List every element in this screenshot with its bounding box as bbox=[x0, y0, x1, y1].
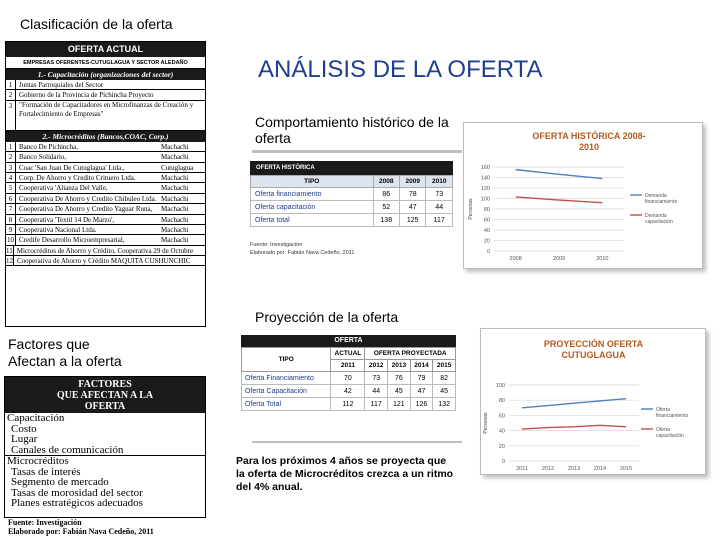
row-location: Machachi bbox=[161, 215, 189, 224]
table-row bbox=[251, 214, 453, 227]
legend-label bbox=[645, 193, 677, 205]
factor-item: Segmento de mercado bbox=[11, 476, 109, 488]
legend-label-line: Demanda bbox=[645, 213, 667, 219]
row-number: 9 bbox=[6, 225, 16, 234]
y-tick-label: 140 bbox=[480, 175, 490, 182]
row-name: Banco De Pichincha, bbox=[19, 142, 78, 151]
row-number: 11 bbox=[6, 246, 13, 255]
table-row bbox=[6, 246, 205, 256]
row-label: Oferta total bbox=[251, 214, 374, 227]
cell: 70 bbox=[331, 372, 365, 385]
row-name: Cooperativa De Ahorro y Credito Yaguar Runa, bbox=[19, 205, 153, 214]
row-number: 5 bbox=[6, 183, 16, 192]
y-tick-label: 20 bbox=[483, 238, 490, 245]
row-number: 6 bbox=[6, 194, 16, 203]
factors-box bbox=[4, 376, 206, 518]
y-tick-label: 40 bbox=[498, 428, 505, 435]
projection-note: Para los próximos 4 años se proyecta que la oferta de Microcréditos crezca a un ritmo del 4% anual. bbox=[236, 455, 454, 493]
row-label: Oferta Capacitación bbox=[242, 385, 331, 398]
offer-section-training: 1.- Capacitación (organizaciones del sector) bbox=[6, 69, 205, 80]
row-location: Machachi bbox=[161, 184, 189, 193]
factors-source-line1: Fuente: Investigación bbox=[8, 518, 82, 527]
legend-label-line: capacitación bbox=[656, 433, 684, 439]
cell: 117 bbox=[426, 214, 453, 227]
row-location: Cutuglagua bbox=[161, 163, 194, 172]
y-tick-label: 20 bbox=[498, 443, 505, 450]
cell: 125 bbox=[400, 214, 426, 227]
table-row bbox=[6, 152, 205, 162]
row-name: Cooperativa de Ahorro y Crédito MAQUITA CUSHUNCHIC bbox=[17, 257, 191, 266]
factor-item: Tasas de morosidad del sector bbox=[11, 486, 143, 499]
y-tick-label: 120 bbox=[480, 186, 490, 192]
y-tick-label: 160 bbox=[480, 165, 490, 171]
row-name: Corp. De Ahorro y Credito Crituero Ltda. bbox=[19, 173, 136, 182]
y-tick-label: 0 bbox=[501, 459, 505, 465]
row-location: Machachi bbox=[161, 173, 189, 182]
y-tick-label: 80 bbox=[483, 207, 490, 213]
table-row bbox=[242, 385, 456, 398]
table-row bbox=[6, 215, 205, 225]
row-location bbox=[193, 246, 205, 255]
projected-offer-table bbox=[241, 335, 456, 427]
cell: 47 bbox=[410, 385, 433, 398]
row-location bbox=[190, 256, 205, 265]
page-title: ANÁLISIS DE LA OFERTA bbox=[258, 56, 543, 83]
table-row bbox=[6, 80, 205, 90]
offer-table-header: OFERTA ACTUAL bbox=[6, 42, 205, 57]
factors-subtitle-line2: Afectan a la oferta bbox=[8, 353, 122, 369]
divider-projection bbox=[252, 441, 462, 443]
hist-source-line2: Elaborado por: Fabián Nava Cedeño, 2011 bbox=[250, 250, 355, 256]
factors-header bbox=[5, 377, 205, 413]
row-number: 1 bbox=[6, 80, 16, 89]
cell: 112 bbox=[331, 398, 365, 411]
offer-section-microcredit: 2.- Microcréditos (Bancos,COAC, Corp.) bbox=[6, 131, 205, 142]
cell: 86 bbox=[373, 188, 399, 201]
cell: 52 bbox=[373, 201, 399, 214]
col-header-projected: OFERTA PROYECTADA bbox=[365, 348, 456, 360]
year-header: 2015 bbox=[433, 360, 456, 372]
col-header: 2008 bbox=[373, 176, 399, 188]
row-location: Machachi bbox=[161, 153, 189, 162]
offer-table-subheader: EMPRESAS OFERENTES-CUTUGLAGUA Y SECTOR ALEDAÑO bbox=[6, 57, 205, 69]
table-row bbox=[6, 90, 205, 100]
factor-item: Costo bbox=[11, 422, 37, 435]
projection-chart bbox=[480, 328, 706, 475]
hist-source bbox=[250, 241, 354, 257]
row-number: 12 bbox=[6, 257, 13, 266]
table-row bbox=[242, 398, 456, 411]
legend-label-line: capacitación bbox=[645, 219, 673, 225]
cell: 79 bbox=[410, 372, 433, 385]
historical-subtitle: Comportamiento histórico de la oferta bbox=[255, 114, 449, 146]
factors-subtitle-line1: Factores que bbox=[8, 336, 90, 352]
table-row bbox=[6, 194, 205, 204]
row-label: Oferta Financiamiento bbox=[242, 372, 331, 385]
table-row bbox=[6, 204, 205, 214]
chart-title: OFERTA HISTÓRICA 2008-2010 bbox=[532, 131, 646, 152]
y-tick-label: 80 bbox=[498, 398, 505, 405]
x-tick-label: 2015 bbox=[619, 466, 633, 472]
legend-label-line: Demanda bbox=[645, 193, 667, 199]
year-header: 2012 bbox=[365, 360, 388, 372]
row-location: Machachi bbox=[161, 236, 189, 245]
col-header: 2009 bbox=[400, 176, 426, 188]
hist-table-header: OFERTA HISTÓRICA bbox=[250, 161, 453, 175]
year-header: 2014 bbox=[410, 360, 433, 372]
year-header: 2013 bbox=[388, 360, 411, 372]
y-tick-label: 60 bbox=[498, 413, 505, 420]
y-tick-label: 100 bbox=[495, 383, 505, 389]
row-location: Machachi bbox=[161, 205, 189, 214]
col-header: 2010 bbox=[426, 176, 453, 188]
table-row bbox=[6, 235, 205, 245]
hist-source-line1: Fuente: Investigación bbox=[250, 242, 303, 248]
row-label: Oferta financiamiento bbox=[251, 188, 374, 201]
row-number: 4 bbox=[6, 173, 16, 182]
table-row bbox=[6, 183, 205, 193]
row-name: Cooperativa De Ahorro y Credito Chibuleo Ltda. bbox=[19, 194, 157, 203]
cell: 78 bbox=[400, 188, 426, 201]
y-tick-label: 40 bbox=[483, 228, 490, 234]
row-name: Cooperativa 'Textil 14 De Marzo', bbox=[19, 215, 115, 224]
y-tick-label: 60 bbox=[483, 217, 490, 224]
x-tick-label: 2008 bbox=[509, 256, 522, 262]
legend-label bbox=[656, 427, 684, 439]
row-name: Coac 'San Juan De Cutuglagua' Ltda., bbox=[19, 163, 125, 172]
row-name: Cooperativa 'Alianza Del Valle, bbox=[19, 184, 108, 193]
table-row bbox=[6, 173, 205, 183]
historical-offer-table bbox=[250, 161, 453, 241]
year-header: 2011 bbox=[331, 360, 365, 372]
col-header-actual: ACTUAL bbox=[331, 348, 365, 360]
table-row bbox=[242, 372, 456, 385]
row-label: Oferta Total bbox=[242, 398, 331, 411]
y-axis-label: Personas bbox=[483, 412, 489, 434]
x-tick-label: 2014 bbox=[593, 466, 607, 472]
factors-header-line3: OFERTA bbox=[84, 401, 126, 412]
table-row bbox=[251, 201, 453, 214]
row-number: 3 bbox=[6, 163, 16, 172]
factors-header-line1: FACTORES bbox=[78, 379, 132, 390]
table-row bbox=[6, 163, 205, 173]
projection-subtitle: Proyección de la oferta bbox=[255, 309, 399, 325]
table-row bbox=[251, 188, 453, 201]
row-name: Cooperativa Nacional Ltda. bbox=[19, 225, 97, 234]
factors-source bbox=[8, 518, 154, 536]
x-tick-label: 2009 bbox=[552, 256, 566, 262]
factor-item: Tasas de interés bbox=[11, 465, 81, 478]
legend-label-line: financiamiento bbox=[656, 413, 689, 419]
legend-label-line: financiamiento bbox=[645, 199, 678, 205]
row-location: Machachi bbox=[161, 225, 189, 234]
factor-item: Lugar bbox=[11, 433, 38, 445]
cell: 42 bbox=[331, 385, 365, 398]
series-line bbox=[522, 425, 626, 429]
row-location: Machachi bbox=[161, 194, 189, 203]
cell: 45 bbox=[433, 385, 456, 398]
col-header-type: TIPO bbox=[242, 348, 331, 372]
y-tick-label: 100 bbox=[480, 196, 490, 203]
cell: 47 bbox=[400, 201, 426, 214]
table-row bbox=[6, 101, 205, 131]
row-location: Machachi bbox=[161, 142, 189, 151]
factors-subtitle bbox=[8, 336, 122, 370]
row-name: Credife Desarrollo Microempresarial, bbox=[19, 236, 125, 245]
cell: 126 bbox=[410, 398, 433, 411]
table-row bbox=[6, 225, 205, 235]
x-tick-label: 2013 bbox=[567, 466, 581, 472]
row-label: Oferta capacitación bbox=[251, 201, 374, 214]
table-row bbox=[6, 256, 205, 266]
factors-header-line2: QUE AFECTAN A LA bbox=[56, 390, 154, 401]
section-title-classification: Clasificación de la oferta bbox=[20, 16, 173, 32]
row-number: 2 bbox=[6, 90, 16, 99]
row-name: Banco Solidario, bbox=[19, 153, 67, 162]
x-tick-label: 2010 bbox=[596, 256, 609, 262]
proj-table-header: OFERTA bbox=[241, 335, 456, 347]
cell: 44 bbox=[365, 385, 388, 398]
row-name: Microcréditos de Ahorro y Crédito, Cooperativa 29 de Octubre bbox=[16, 246, 194, 255]
cell: 138 bbox=[373, 214, 399, 227]
cell: 82 bbox=[433, 372, 456, 385]
x-tick-label: 2011 bbox=[516, 466, 528, 472]
factor-group-training: Capacitación bbox=[7, 412, 65, 424]
factor-item: Planes estratégicos adecuados bbox=[11, 497, 143, 509]
x-tick-label: 2012 bbox=[541, 466, 555, 472]
legend-label-line: Oferta bbox=[656, 427, 670, 433]
cell: 117 bbox=[365, 398, 388, 411]
divider-historical bbox=[252, 150, 462, 153]
chart-title: PROYECCIÓN OFERTA CUTUGLAGUA bbox=[543, 339, 644, 360]
row-number: 3 bbox=[6, 101, 16, 130]
cell: 73 bbox=[365, 372, 388, 385]
cell: 44 bbox=[426, 201, 453, 214]
row-number: 2 bbox=[6, 152, 16, 161]
cell: 73 bbox=[426, 188, 453, 201]
row-number: 8 bbox=[6, 215, 16, 224]
table-row bbox=[6, 142, 205, 152]
legend-label bbox=[656, 407, 688, 419]
series-line bbox=[516, 197, 603, 203]
row-number: 1 bbox=[6, 142, 16, 151]
legend-label bbox=[645, 213, 673, 225]
row-name: Juntas Parroquiales del Sector bbox=[19, 81, 104, 89]
current-offer-table bbox=[5, 41, 206, 327]
cell: 45 bbox=[388, 385, 411, 398]
factor-group-microcredit: Microcréditos bbox=[5, 455, 205, 467]
row-number: 7 bbox=[6, 204, 16, 213]
factor-item: Canales de comunicación bbox=[11, 443, 124, 456]
y-axis-label: Personas bbox=[468, 198, 474, 220]
historical-chart bbox=[463, 122, 703, 269]
row-name: Gobierno de la Provincia de Pichincha Proyecto bbox=[19, 91, 154, 100]
cell: 132 bbox=[433, 398, 456, 411]
y-tick-label: 0 bbox=[486, 249, 490, 255]
col-header: TIPO bbox=[251, 176, 374, 188]
cell: 76 bbox=[388, 372, 411, 385]
legend-label-line: Oferta bbox=[656, 407, 670, 413]
factors-source-line2: Elaborado por: Fabián Nava Cedeño, 2011 bbox=[8, 527, 154, 536]
row-name: "Formación de Capacitadores en Microfinanzas de Creación y Fortalecimiento de Empresas" bbox=[19, 100, 194, 119]
row-number: 10 bbox=[7, 236, 14, 245]
cell: 121 bbox=[388, 398, 411, 411]
